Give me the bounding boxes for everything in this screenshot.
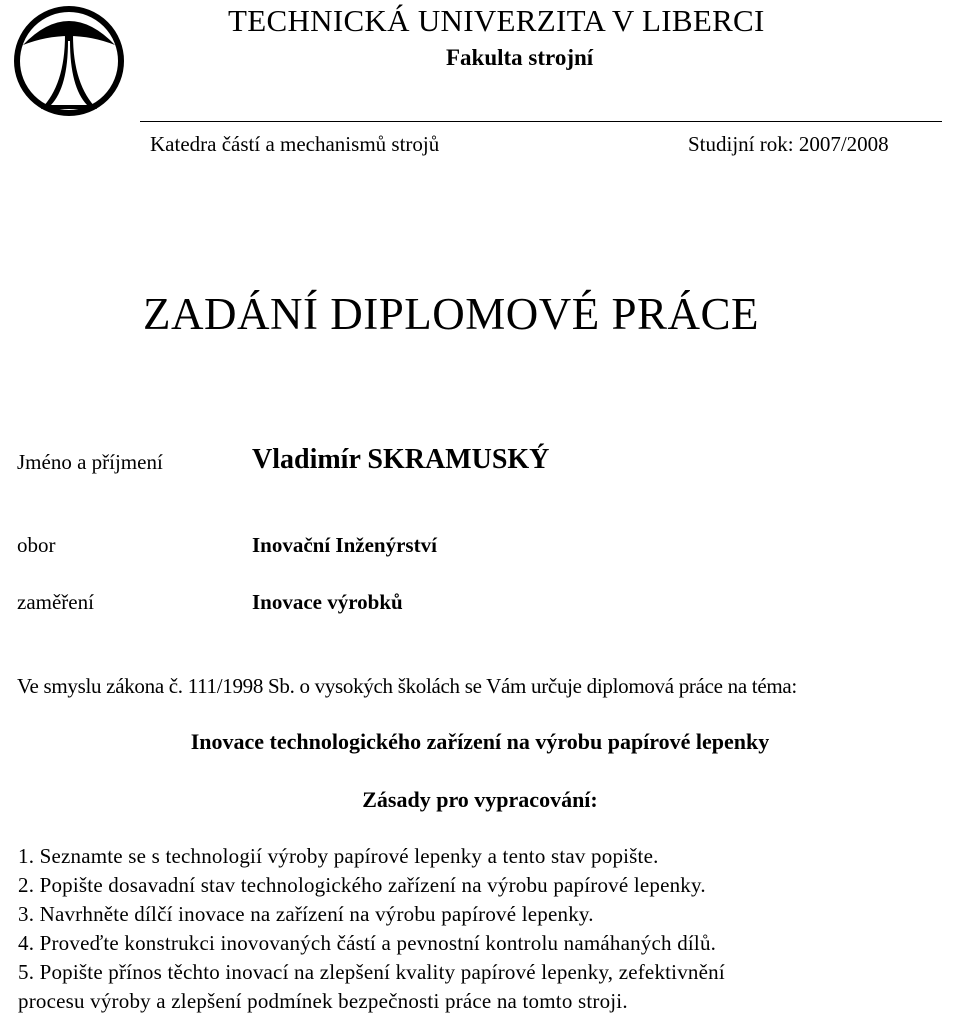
- list-item-continuation: procesu výroby a zlepšení podmínek bezpečnosti práce na tomto stroji.: [18, 989, 628, 1013]
- list-item: 3. Navrhněte dílčí inovace na zařízení na výrobu papírové lepenky.: [18, 902, 594, 926]
- header-divider: [140, 121, 942, 122]
- field-label: obor: [17, 533, 56, 557]
- law-statement: Ve smyslu zákona č. 111/1998 Sb. o vysokých školách se Vám určuje diplomová práce na téma:: [17, 674, 797, 698]
- faculty-name: Fakulta strojní: [446, 45, 594, 70]
- name-value: Vladimír SKRAMUSKÝ: [252, 444, 550, 475]
- page-title: ZADÁNÍ DIPLOMOVÉ PRÁCE: [143, 289, 759, 339]
- focus-label: zaměření: [17, 590, 94, 614]
- list-item: 4. Proveďte konstrukci inovovaných částí a pevnostní kontrolu namáhaných dílů.: [18, 931, 717, 955]
- list-item: 2. Popište dosavadní stav technologického zařízení na výrobu papírové lepenky.: [18, 873, 706, 897]
- guidelines-heading: Zásady pro vypracování:: [362, 787, 598, 812]
- focus-value: Inovace výrobků: [252, 590, 403, 614]
- guidelines-list: [18, 842, 725, 1016]
- list-item: 1. Seznamte se s technologií výroby papírové lepenky a tento stav popište.: [18, 844, 659, 868]
- academic-year: Studijní rok: 2007/2008: [688, 132, 889, 156]
- university-name: TECHNICKÁ UNIVERZITA V LIBERCI: [228, 3, 765, 38]
- name-label: Jméno a příjmení: [17, 450, 163, 474]
- field-value: Inovační Inženýrství: [252, 533, 437, 557]
- thesis-topic: Inovace technologického zařízení na výrobu papírové lepenky: [190, 729, 770, 754]
- list-item: 5. Popište přínos těchto inovací na zlepšení kvality papírové lepenky, zefektivnění: [18, 960, 725, 984]
- department-name: Katedra částí a mechanismů strojů: [150, 132, 440, 156]
- university-logo-icon: [13, 5, 125, 117]
